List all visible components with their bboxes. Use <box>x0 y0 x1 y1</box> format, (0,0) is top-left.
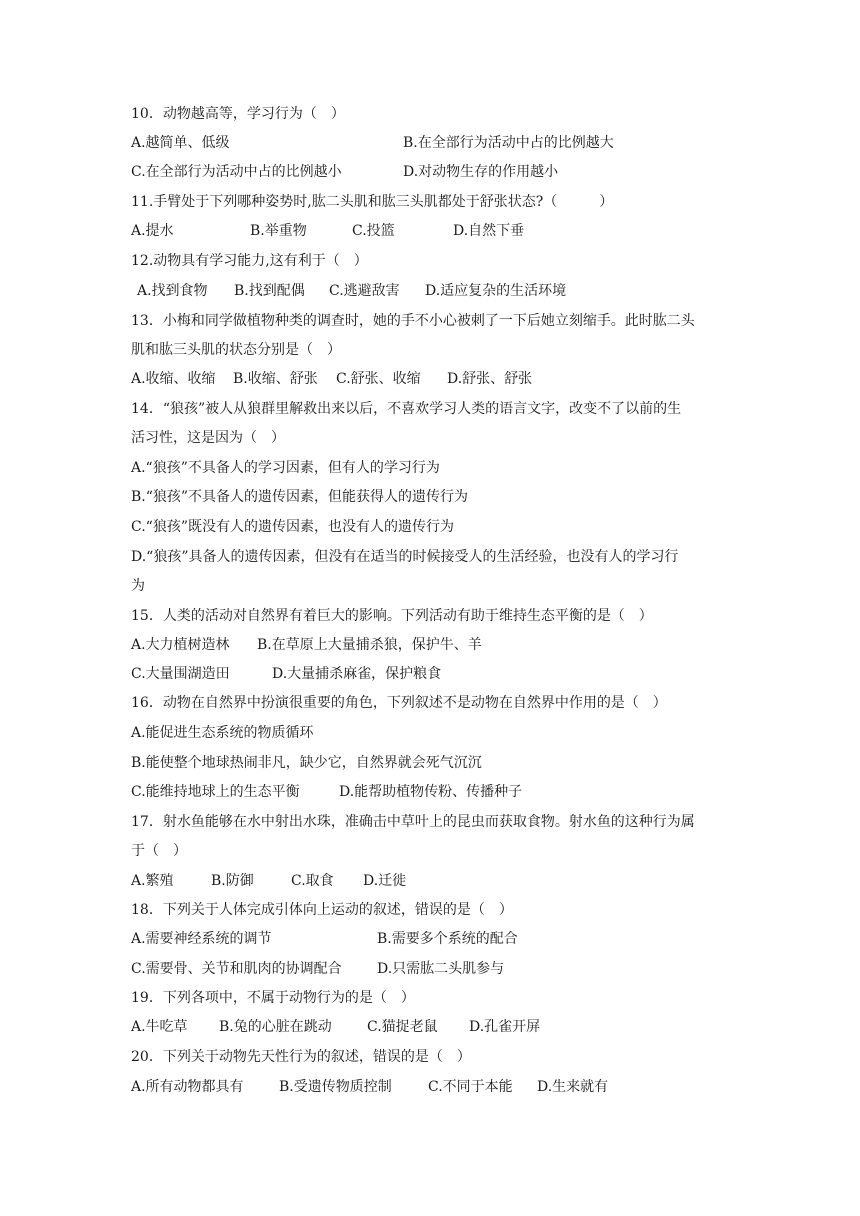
option-c: C.能维持地球上的生态平衡 <box>131 784 300 800</box>
option-d: D.对动物生存的作用越小 <box>403 164 559 180</box>
option-c: C.舒张、收缩 <box>336 371 421 387</box>
option-b: B.举重物 <box>250 223 307 239</box>
option-b: B.防御 <box>211 873 254 889</box>
option-a: A.需要神经系统的调节 <box>131 931 272 947</box>
question-13-stem-line-1: 13．小梅和同学做植物种类的调查时，她的手不小心被刺了一下后她立刻缩手。此时肱二头 <box>131 313 695 329</box>
option-c: C.逃避敌害 <box>329 283 400 299</box>
question-14-option-b: B.“狼孩”不具备人的遗传因素，但能获得人的遗传行为 <box>131 489 469 505</box>
option-a: A.牛吃草 <box>131 1019 188 1035</box>
question-14-option-a: A.“狼孩”不具备人的学习因素，但有人的学习行为 <box>131 460 440 476</box>
question-16-stem: 16．动物在自然界中扮演很重要的角色，下列叙述不是动物在自然界中作用的是（ ） <box>131 695 667 711</box>
option-c: C.大量围湖造田 <box>131 666 230 682</box>
question-17-stem-line-1: 17．射水鱼能够在水中射出水珠，准确击中草叶上的昆虫而获取食物。射水鱼的这种行为属 <box>131 814 695 830</box>
option-d: D.舒张、舒张 <box>447 371 533 387</box>
option-b: B.在草原上大量捕杀狼，保护牛、羊 <box>257 637 482 653</box>
question-14-option-c: C.“狼孩”既没有人的遗传因素，也没有人的遗传行为 <box>131 519 454 535</box>
option-b: B.受遗传物质控制 <box>279 1079 392 1095</box>
option-d: D.能帮助植物传粉、传播种子 <box>339 784 523 800</box>
option-b: B.兔的心脏在跳动 <box>219 1019 332 1035</box>
option-b: B.需要多个系统的配合 <box>377 931 518 947</box>
option-d: D.自然下垂 <box>453 223 525 239</box>
question-11-stem: 11.手臂处于下列哪种姿势时,肱二头肌和肱三头肌都处于舒张状态?（ ） <box>131 194 614 210</box>
option-b: B.收缩、舒张 <box>233 371 318 387</box>
question-17-stem-line-2: 于（ ） <box>131 843 187 859</box>
question-14-option-d-continued: 为 <box>131 578 145 594</box>
option-a: A.越简单、低级 <box>131 135 230 151</box>
question-20-stem: 20．下列关于动物先天性行为的叙述，错误的是（ ） <box>131 1049 471 1065</box>
question-14-stem-line-2: 活习性，这是因为（ ） <box>131 430 285 446</box>
option-d: D.适应复杂的生活环境 <box>425 283 567 299</box>
option-c: C.取食 <box>291 873 334 889</box>
option-c: C.不同于本能 <box>428 1079 513 1095</box>
option-a: A.大力植树造林 <box>131 637 230 653</box>
option-c: C.猫捉老鼠 <box>367 1019 438 1035</box>
question-13-stem-line-2: 肌和肱三头肌的状态分别是（ ） <box>131 342 341 358</box>
option-a: A.提水 <box>131 223 174 239</box>
option-d: D.迁徙 <box>363 873 407 889</box>
question-14-option-d: D.“狼孩”具备人的遗传因素，但没有在适当的时候接受人的生活经验，也没有人的学习行 <box>131 549 679 565</box>
question-16-option-b: B.能使整个地球热闹非凡，缺少它，自然界就会死气沉沉 <box>131 755 482 771</box>
option-a: A.收缩、收缩 <box>131 371 216 387</box>
question-18-stem: 18．下列关于人体完成引体向上运动的叙述，错误的是（ ） <box>131 902 513 918</box>
question-19-stem: 19．下列各项中，不属于动物行为的是（ ） <box>131 990 415 1006</box>
option-b: B.找到配偶 <box>234 283 305 299</box>
question-16-option-a: A.能促进生态系统的物质循环 <box>131 725 314 741</box>
question-10-stem: 10．动物越高等，学习行为（ ） <box>131 106 345 122</box>
option-c: C.投篮 <box>352 223 395 239</box>
option-c: C.在全部行为活动中占的比例越小 <box>131 164 342 180</box>
option-c: C.需要骨、关节和肌肉的协调配合 <box>131 961 342 977</box>
question-15-stem: 15．人类的活动对自然界有着巨大的影响。下列活动有助于维持生态平衡的是（ ） <box>131 608 653 624</box>
option-d: D.大量捕杀麻雀，保护粮食 <box>272 666 442 682</box>
option-b: B.在全部行为活动中占的比例越大 <box>403 135 614 151</box>
question-12-stem: 12.动物具有学习能力,这有利于（ ） <box>131 253 368 269</box>
option-a: A.所有动物都具有 <box>131 1079 244 1095</box>
question-14-stem-line-1: 14．“狼孩”被人从狼群里解救出来以后，不喜欢学习人类的语言文字，改变不了以前的生 <box>131 401 682 417</box>
option-a: A.找到食物 <box>137 283 208 299</box>
option-d: D.只需肱二头肌参与 <box>377 961 505 977</box>
option-d: D.生来就有 <box>537 1079 609 1095</box>
option-d: D.孔雀开屏 <box>469 1019 541 1035</box>
option-a: A.繁殖 <box>131 873 174 889</box>
